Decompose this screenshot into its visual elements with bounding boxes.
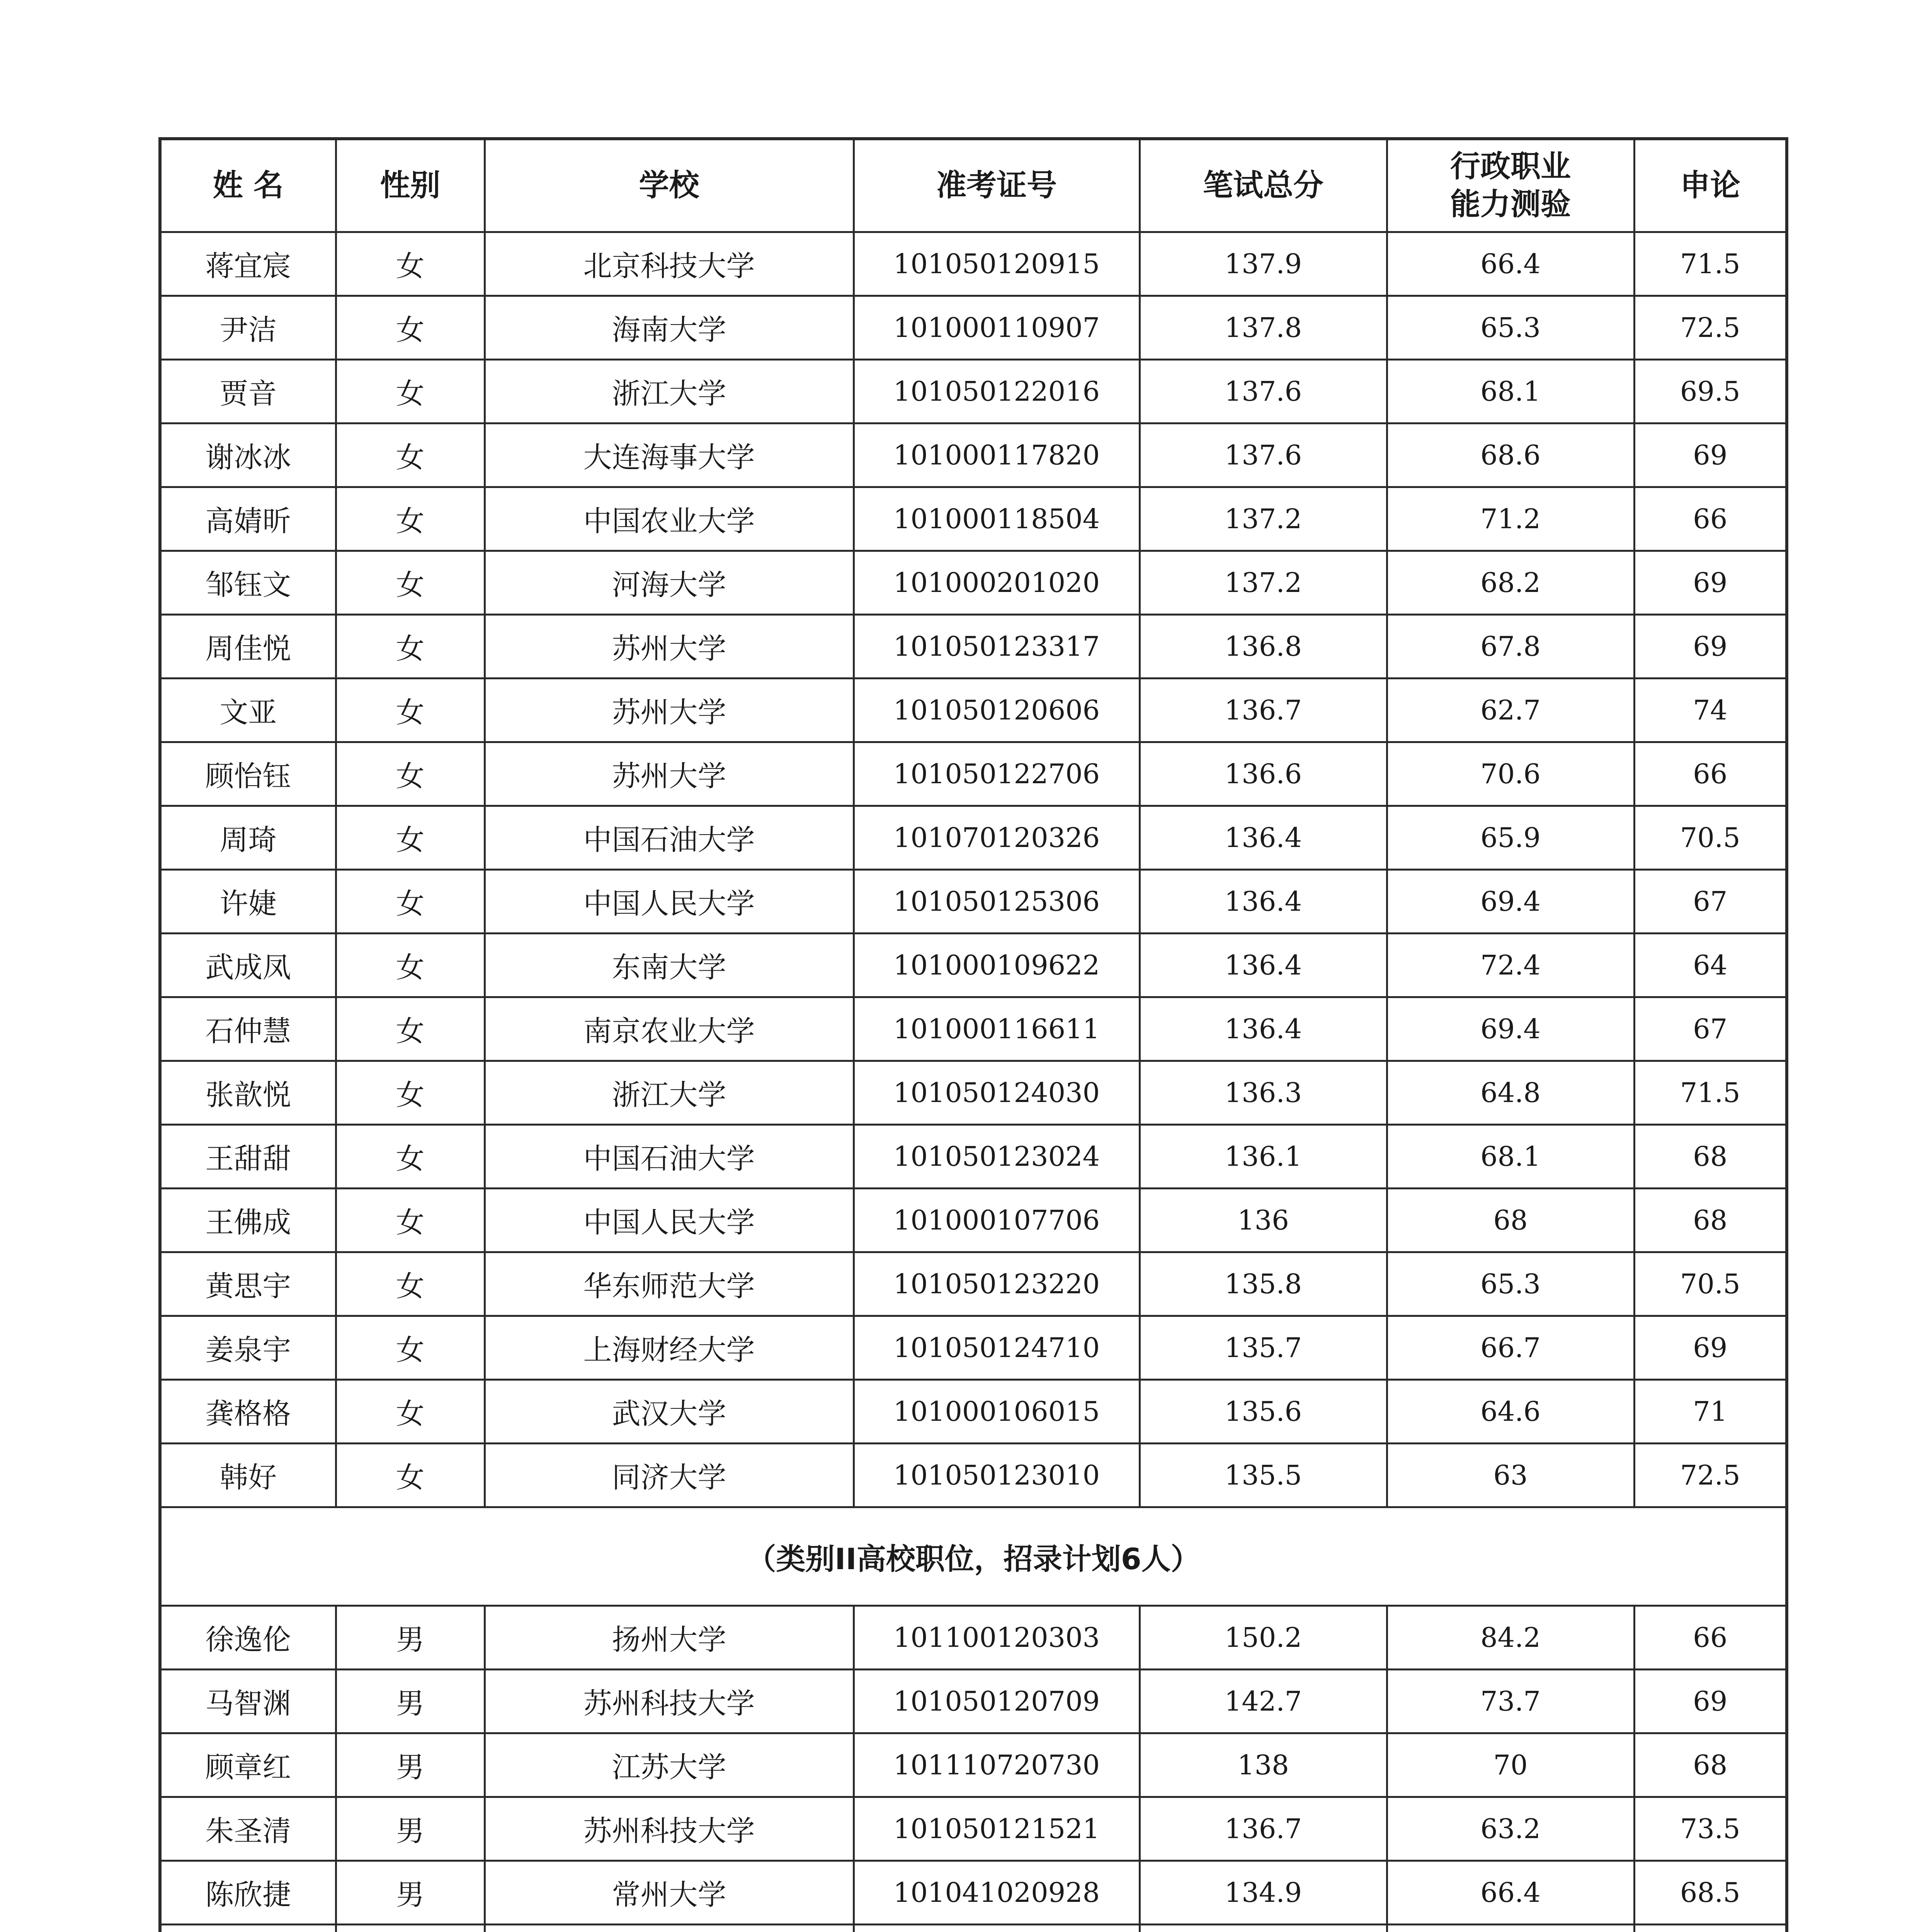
cell-total: 135.6	[1140, 1380, 1387, 1444]
cell-exam-id: 101041020928	[854, 1861, 1140, 1925]
cell-xingce: 68.2	[1387, 551, 1634, 615]
header-school: 学校	[485, 139, 854, 232]
cell-exam-id: 101050122016	[854, 360, 1140, 423]
cell-school: 中国石油大学	[485, 806, 854, 870]
cell-xingce: 69.4	[1387, 870, 1634, 934]
cell-exam-id: 101000109622	[854, 934, 1140, 997]
cell-xingce: 72.4	[1387, 934, 1634, 997]
cell-shenlun: 64	[1634, 934, 1787, 997]
table-row	[160, 1670, 1787, 1733]
cell-shenlun: 73.5	[1634, 1797, 1787, 1861]
cell-xingce: 71.2	[1387, 487, 1634, 551]
cell-gender	[336, 1925, 485, 1932]
cell-exam-id: 101100120303	[854, 1606, 1140, 1670]
section-row	[160, 1507, 1787, 1606]
header-row	[160, 139, 1787, 232]
cell-name: 黄思宇	[160, 1252, 336, 1316]
cell-gender: 女	[336, 679, 485, 742]
header-shenlun: 申论	[1634, 139, 1787, 232]
cell-school: 河海大学	[485, 551, 854, 615]
cell-name: 文亚	[160, 679, 336, 742]
table-row	[160, 1606, 1787, 1670]
cell-shenlun: 69	[1634, 615, 1787, 679]
cell-gender: 男	[336, 1733, 485, 1797]
cell-xingce: 68.6	[1387, 423, 1634, 487]
cell-exam-id: 101000116611	[854, 997, 1140, 1061]
cell-name: 武成凤	[160, 934, 336, 997]
cell-name: 许婕	[160, 870, 336, 934]
cell-total: 136.1	[1140, 1125, 1387, 1189]
cell-xingce: 70	[1387, 1733, 1634, 1797]
cell-exam-id: 101000107706	[854, 1189, 1140, 1252]
cell-xingce: 70.6	[1387, 742, 1634, 806]
cell-total: 142.7	[1140, 1670, 1387, 1733]
cell-total: 137.2	[1140, 551, 1387, 615]
cell-school: 海南大学	[485, 296, 854, 360]
cell-name: 顾章红	[160, 1733, 336, 1797]
header-xingce-line1: 行政职业	[1450, 149, 1571, 184]
table-row	[160, 1252, 1787, 1316]
table-row	[160, 806, 1787, 870]
cell-exam-id	[854, 1925, 1140, 1932]
table-body	[160, 232, 1787, 1932]
cell-gender: 男	[336, 1797, 485, 1861]
cell-school: 中国石油大学	[485, 1125, 854, 1189]
cell-exam-id: 101050124710	[854, 1316, 1140, 1380]
cell-total: 135.8	[1140, 1252, 1387, 1316]
cell-shenlun: 68	[1634, 1125, 1787, 1189]
cell-shenlun: 72.5	[1634, 1444, 1787, 1507]
cell-xingce: 64.8	[1387, 1061, 1634, 1125]
cell-gender: 女	[336, 1061, 485, 1125]
cell-xingce: 69.4	[1387, 997, 1634, 1061]
cell-name: 谢冰冰	[160, 423, 336, 487]
cell-total: 135.7	[1140, 1316, 1387, 1380]
cell-name: 陈欣捷	[160, 1861, 336, 1925]
cell-exam-id: 101050123024	[854, 1125, 1140, 1189]
cell-xingce: 84.2	[1387, 1606, 1634, 1670]
cell-xingce: 68	[1387, 1189, 1634, 1252]
cell-shenlun: 68.5	[1634, 1861, 1787, 1925]
table-row	[160, 1861, 1787, 1925]
cell-school: 东南大学	[485, 934, 854, 997]
cell-xingce: 65.3	[1387, 1252, 1634, 1316]
table-row	[160, 1797, 1787, 1861]
cell-exam-id: 101050120606	[854, 679, 1140, 742]
cell-shenlun: 70.5	[1634, 1252, 1787, 1316]
header-total: 笔试总分	[1140, 139, 1387, 232]
cell-school: 大连海事大学	[485, 423, 854, 487]
cell-name: 龚格格	[160, 1380, 336, 1444]
cell-xingce: 68.1	[1387, 360, 1634, 423]
cell-shenlun: 71.5	[1634, 232, 1787, 296]
cell-name: 姜泉宇	[160, 1316, 336, 1380]
cell-shenlun: 69	[1634, 423, 1787, 487]
table-row	[160, 232, 1787, 296]
table-row	[160, 679, 1787, 742]
cell-school: 浙江大学	[485, 1061, 854, 1125]
cell-xingce: 66.4	[1387, 232, 1634, 296]
cell-exam-id: 101000201020	[854, 551, 1140, 615]
table-row	[160, 1380, 1787, 1444]
table-row	[160, 934, 1787, 997]
cell-total: 136.4	[1140, 870, 1387, 934]
cell-total: 136.3	[1140, 1061, 1387, 1125]
table-row	[160, 1733, 1787, 1797]
table-row	[160, 1125, 1787, 1189]
cell-gender: 女	[336, 806, 485, 870]
cell-gender: 女	[336, 360, 485, 423]
table-row	[160, 870, 1787, 934]
header-xingce-line2: 能力测验	[1450, 187, 1571, 222]
cell-gender: 女	[336, 1125, 485, 1189]
cell-name: 高婧昕	[160, 487, 336, 551]
cell-xingce: 67.8	[1387, 615, 1634, 679]
table-row	[160, 615, 1787, 679]
cell-total: 138	[1140, 1733, 1387, 1797]
header-xingce	[1387, 139, 1634, 232]
cell-shenlun: 68	[1634, 1189, 1787, 1252]
cell-gender: 男	[336, 1670, 485, 1733]
cell-name: 王甜甜	[160, 1125, 336, 1189]
table-header	[160, 139, 1787, 232]
cell-shenlun: 74	[1634, 679, 1787, 742]
cell-shenlun: 66	[1634, 742, 1787, 806]
score-table	[158, 137, 1788, 1932]
table-row	[160, 1925, 1787, 1932]
cell-school: 中国人民大学	[485, 870, 854, 934]
cell-name: 王佛成	[160, 1189, 336, 1252]
cell-name: 马智渊	[160, 1670, 336, 1733]
cell-exam-id: 101000117820	[854, 423, 1140, 487]
cell-xingce	[1387, 1925, 1634, 1932]
cell-shenlun: 67	[1634, 997, 1787, 1061]
cell-shenlun: 71.5	[1634, 1061, 1787, 1125]
cell-name: 顾怡钰	[160, 742, 336, 806]
cell-shenlun	[1634, 1925, 1787, 1932]
cell-exam-id: 101050123010	[854, 1444, 1140, 1507]
cell-school: 浙江大学	[485, 360, 854, 423]
cell-total: 137.6	[1140, 360, 1387, 423]
cell-gender: 女	[336, 423, 485, 487]
cell-name: 张歆悦	[160, 1061, 336, 1125]
cell-shenlun: 67	[1634, 870, 1787, 934]
cell-school: 苏州科技大学	[485, 1670, 854, 1733]
cell-total: 137.6	[1140, 423, 1387, 487]
table-row	[160, 1061, 1787, 1125]
cell-gender: 女	[336, 870, 485, 934]
cell-gender: 女	[336, 1189, 485, 1252]
cell-school: 苏州科技大学	[485, 1797, 854, 1861]
cell-gender: 女	[336, 487, 485, 551]
cell-name: 周琦	[160, 806, 336, 870]
cell-shenlun: 69	[1634, 1670, 1787, 1733]
header-exam-id: 准考证号	[854, 139, 1140, 232]
cell-total: 136.4	[1140, 806, 1387, 870]
cell-school: 北京科技大学	[485, 232, 854, 296]
cell-name: 朱圣清	[160, 1797, 336, 1861]
cell-school: 常州大学	[485, 1861, 854, 1925]
cell-gender: 女	[336, 1444, 485, 1507]
cell-xingce: 73.7	[1387, 1670, 1634, 1733]
header-gender: 性别	[336, 139, 485, 232]
cell-gender: 男	[336, 1606, 485, 1670]
cell-total: 136	[1140, 1189, 1387, 1252]
cell-shenlun: 66	[1634, 1606, 1787, 1670]
cell-name: 蒋宜宸	[160, 232, 336, 296]
cell-gender: 女	[336, 232, 485, 296]
cell-total: 137.8	[1140, 296, 1387, 360]
cell-shenlun: 69	[1634, 551, 1787, 615]
cell-xingce: 68.1	[1387, 1125, 1634, 1189]
cell-name: 贾音	[160, 360, 336, 423]
cell-school: 上海财经大学	[485, 1316, 854, 1380]
cell-shenlun: 69.5	[1634, 360, 1787, 423]
cell-school: 同济大学	[485, 1444, 854, 1507]
cell-exam-id: 101050122706	[854, 742, 1140, 806]
cell-exam-id: 101000106015	[854, 1380, 1140, 1444]
table-row	[160, 742, 1787, 806]
cell-total: 136.8	[1140, 615, 1387, 679]
cell-shenlun: 69	[1634, 1316, 1787, 1380]
cell-xingce: 66.7	[1387, 1316, 1634, 1380]
cell-school	[485, 1925, 854, 1932]
cell-shenlun: 68	[1634, 1733, 1787, 1797]
cell-xingce: 65.9	[1387, 806, 1634, 870]
cell-school: 南京农业大学	[485, 997, 854, 1061]
cell-shenlun: 70.5	[1634, 806, 1787, 870]
cell-shenlun: 72.5	[1634, 296, 1787, 360]
cell-gender: 女	[336, 615, 485, 679]
table-row	[160, 296, 1787, 360]
cell-xingce: 63	[1387, 1444, 1634, 1507]
cell-xingce: 65.3	[1387, 296, 1634, 360]
cell-name: 徐逸伦	[160, 1606, 336, 1670]
cell-shenlun: 66	[1634, 487, 1787, 551]
cell-exam-id: 101050125306	[854, 870, 1140, 934]
cell-gender: 女	[336, 1380, 485, 1444]
table-row	[160, 1444, 1787, 1507]
cell-gender: 女	[336, 551, 485, 615]
cell-name: 韩好	[160, 1444, 336, 1507]
cell-gender: 女	[336, 934, 485, 997]
cell-exam-id: 101050123317	[854, 615, 1140, 679]
cell-exam-id: 101050123220	[854, 1252, 1140, 1316]
table-row	[160, 1189, 1787, 1252]
cell-exam-id: 101070120326	[854, 806, 1140, 870]
cell-name: 周佳悦	[160, 615, 336, 679]
cell-exam-id: 101050120709	[854, 1670, 1140, 1733]
cell-school: 中国人民大学	[485, 1189, 854, 1252]
cell-exam-id: 101050120915	[854, 232, 1140, 296]
table-row	[160, 487, 1787, 551]
cell-school: 武汉大学	[485, 1380, 854, 1444]
cell-xingce: 63.2	[1387, 1797, 1634, 1861]
cell-school: 江苏大学	[485, 1733, 854, 1797]
cell-school: 华东师范大学	[485, 1252, 854, 1316]
table-row	[160, 997, 1787, 1061]
table-row	[160, 360, 1787, 423]
cell-exam-id: 101000118504	[854, 487, 1140, 551]
cell-total: 136.4	[1140, 934, 1387, 997]
cell-total	[1140, 1925, 1387, 1932]
section-label: （类别II高校职位，招录计划6人）	[160, 1507, 1787, 1606]
cell-total: 150.2	[1140, 1606, 1387, 1670]
cell-exam-id: 101000110907	[854, 296, 1140, 360]
cell-school: 中国农业大学	[485, 487, 854, 551]
cell-exam-id: 101050121521	[854, 1797, 1140, 1861]
cell-xingce: 62.7	[1387, 679, 1634, 742]
cell-school: 苏州大学	[485, 679, 854, 742]
table-row	[160, 423, 1787, 487]
cell-exam-id: 101050124030	[854, 1061, 1140, 1125]
cell-total: 136.4	[1140, 997, 1387, 1061]
cell-name: 邹钰文	[160, 551, 336, 615]
cell-school: 苏州大学	[485, 742, 854, 806]
cell-xingce: 66.4	[1387, 1861, 1634, 1925]
cell-name: 尹洁	[160, 296, 336, 360]
cell-gender: 女	[336, 296, 485, 360]
cell-total: 136.7	[1140, 679, 1387, 742]
table-row	[160, 551, 1787, 615]
cell-gender: 女	[336, 997, 485, 1061]
cell-name	[160, 1925, 336, 1932]
cell-total: 137.2	[1140, 487, 1387, 551]
cell-shenlun: 71	[1634, 1380, 1787, 1444]
cell-total: 137.9	[1140, 232, 1387, 296]
table-row	[160, 1316, 1787, 1380]
cell-gender: 女	[336, 1316, 485, 1380]
cell-exam-id: 101110720730	[854, 1733, 1140, 1797]
cell-total: 135.5	[1140, 1444, 1387, 1507]
cell-name: 石仲慧	[160, 997, 336, 1061]
cell-gender: 男	[336, 1861, 485, 1925]
cell-school: 苏州大学	[485, 615, 854, 679]
cell-total: 134.9	[1140, 1861, 1387, 1925]
cell-xingce: 64.6	[1387, 1380, 1634, 1444]
cell-gender: 女	[336, 742, 485, 806]
cell-gender: 女	[336, 1252, 485, 1316]
header-name: 姓 名	[160, 139, 336, 232]
cell-school: 扬州大学	[485, 1606, 854, 1670]
cell-total: 136.6	[1140, 742, 1387, 806]
cell-total: 136.7	[1140, 1797, 1387, 1861]
